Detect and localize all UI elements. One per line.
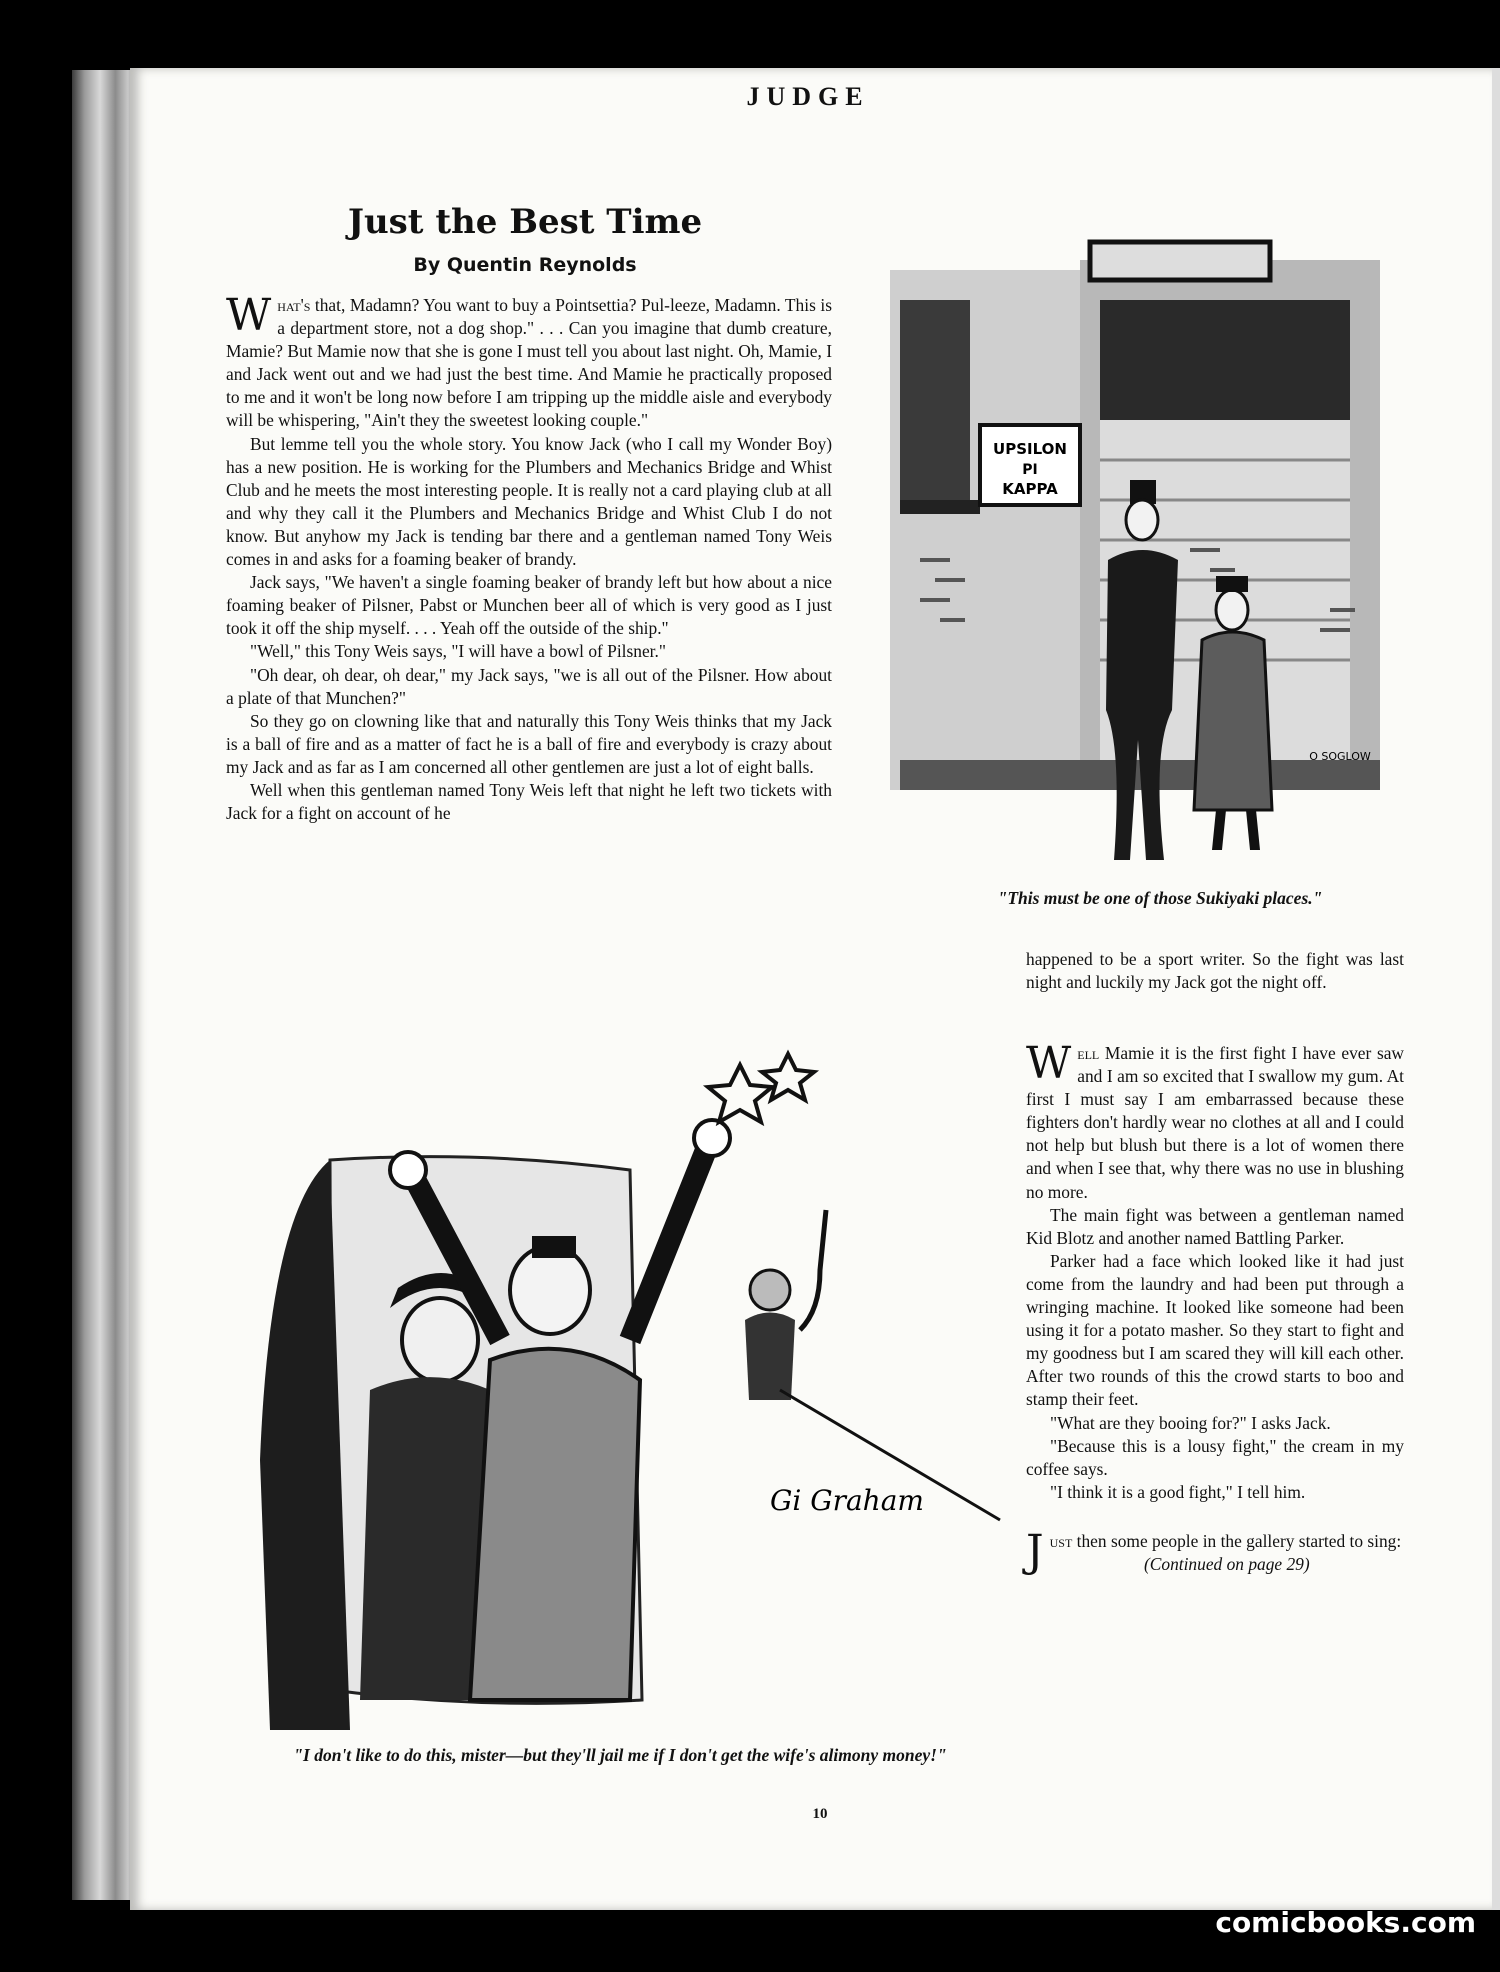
page-edge <box>1492 68 1500 1910</box>
paragraph: But lemme tell you the whole story. You know Jack (who I call my Wonder Boy) has a new position. He is working for the Plumbers and Mechanics Bridge and Whist Club and he meets the most interesting people. It is really not a card playing club at all and why they call it the Plumbers and Mechanics Bridge and Whist Club I do not know. But anyhow my Jack is tending bar there and a gentleman named Tony Weis comes in and asks for a foaming beaker of brandy. <box>226 433 832 570</box>
drop-cap: J <box>1026 1525 1044 1577</box>
paragraph: "Oh dear, oh dear, oh dear," my Jack says, "we is all out of the Pilsner. How about a plate of that Munchen?" <box>226 664 832 708</box>
paragraph: "Well," this Tony Weis says, "I will have a bowl of Pilsner." <box>250 641 666 662</box>
masthead: JUDGE <box>746 82 870 111</box>
article-column-right <box>1026 1038 1404 1577</box>
continued-note: (Continued on page 29) <box>1143 1553 1310 1574</box>
article-column-left <box>226 290 832 825</box>
paragraph: Parker had a face which looked like it had just come from the laundry and had been put through a wringing machine. It looked like someone had been using it for a potato masher. So they start to fight and my goodness but I am scared they will kill each other. After two rounds of this the crowd starts to boo and stamp their feet. <box>1026 1250 1404 1410</box>
paragraph: "What are they booing for?" I asks Jack. <box>1050 1412 1331 1433</box>
paragraph: What's that, Madamn? You want to buy a Pointsettia? Pul-leeze, Madamn. This is a department store, not a dog shop." . . . Can you imagine that dumb creature, Mamie? But Mamie now that she is gone I must tell you about last night. Oh, Mamie, I and Jack went out and we had just the best time. And Mamie he practically proposed to me and it won't be long now before I am tripping up the middle aisle and everybody will be whispering, "Ain't they the sweetest looking couple." <box>226 290 832 431</box>
artist-signature: Gi Graham <box>770 1484 924 1517</box>
paragraph: So they go on clowning like that and naturally this Tony Weis thinks that my Jack is a ball of fire and as a matter of fact he is a ball of fire and everybody is crazy about my Jack and as far as I am concerned all other gentlemen are just a lot of eight balls. <box>226 710 832 777</box>
article-byline: By Quentin Reynolds <box>413 254 637 276</box>
cartoon-doorway-illustration <box>880 230 1400 870</box>
paragraph: Well Mamie it is the first fight I have ever saw and I am so excited that I swallow my gum. At first I must say I am embarrassed because these fighters don't hardly wear no clothes at all and I could not help but blush but there is a lot of women there and when I see that, why there was no use in blushing no more. <box>1026 1038 1404 1202</box>
drop-cap: W <box>1026 1038 1072 1089</box>
paragraph: The main fight was between a gentleman named Kid Blotz and another named Battling Parker. <box>1026 1204 1404 1248</box>
watermark: comicbooks.com <box>1215 1906 1476 1939</box>
artist-signature: O SOGLOW <box>1309 750 1371 763</box>
paragraph: "Because this is a lousy fight," the cream in my coffee says. <box>1026 1435 1404 1479</box>
article-title: Just the Best Time <box>347 202 703 242</box>
cartoon-alimony-illustration <box>240 1040 1010 1740</box>
page-number: 10 <box>812 1806 828 1822</box>
svg-text:KAPPA: KAPPA <box>1002 480 1058 498</box>
paragraph: "I think it is a good fight," I tell him. <box>1050 1481 1306 1502</box>
article-column-right-top <box>1026 948 1404 994</box>
paragraph: Jack says, "We haven't a single foaming beaker of brandy left but how about a nice foaming beaker of Pilsner, Pabst or Munchen beer all of which is very good as I just took it off the ship myself. . . . Yeah off the outside of the ship." <box>226 572 832 639</box>
paragraph: happened to be a sport writer. So the fight was last night and luckily my Jack got the night off. <box>1026 949 1404 993</box>
cartoon-caption: "I don't like to do this, mister—but they'll jail me if I don't get the wife's alimony money!" <box>293 1745 947 1765</box>
paragraph: Well when this gentleman named Tony Weis left that night he left two tickets with Jack for a fight on account of he <box>226 779 832 824</box>
drop-cap: W <box>226 290 272 341</box>
svg-text:PI: PI <box>1022 462 1038 478</box>
svg-text:UPSILON: UPSILON <box>993 440 1067 458</box>
cartoon-caption: "This must be one of those Sukiyaki places." <box>997 888 1323 908</box>
paragraph: Just then some people in the gallery started to sing: <box>1026 1525 1402 1577</box>
